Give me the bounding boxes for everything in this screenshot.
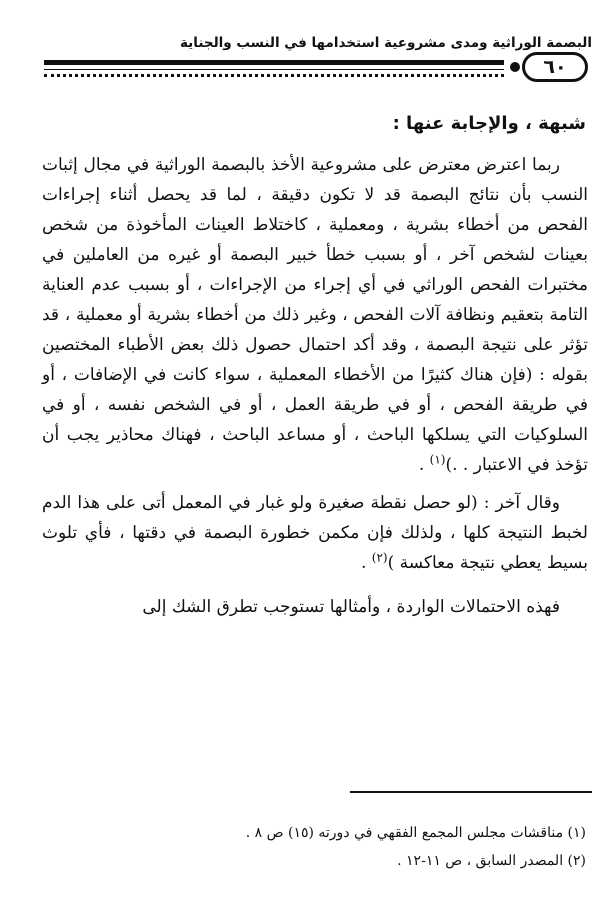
header-rule-thick <box>44 60 504 65</box>
footnote-2: (٢) المصدر السابق ، ص ١١-١٢ . <box>397 853 586 869</box>
page-number-dot-ornament <box>510 62 520 72</box>
paragraph-objection-end: . <box>418 455 425 475</box>
footnote-ref-2: (٢) <box>371 550 388 565</box>
header-rule-thin <box>44 69 504 70</box>
page-number: ٦٠ <box>522 52 588 82</box>
paragraph-conclusion: فهذه الاحتمالات الواردة ، وأمثالها تستوجب تطرق الشك إلى <box>142 597 560 617</box>
footnote-1: (١) مناقشات مجلس المجمع الفقهي في دورته (١٥) ص ٨ . <box>245 825 586 841</box>
footnotes <box>30 821 586 877</box>
footnote-separator <box>350 791 592 793</box>
paragraph-objection-text: ربما اعترض معترض على مشروعية الأخذ بالبصمة الوراثية في مجال إثبات النسب بأن نتائج البصمة قد لا تكون دقيقة ، لما قد يحصل أثناء إجراءات الفحص من أخطاء بشرية ، ومعملية ، كاختلاط العينات المأخوذة من شخص بعينات لشخص آخر ، أو بسبب خطأ خبير البصمة أو غيره من العاملين في مختبرات الفحص الوراثي في أي إجراء من الإجراءات ، أو بسبب عدم العناية التامة بتعقيم ونظافة آلات الفحص ، وغير ذلك من أخطاء بشرية أو معملية ، قد تؤثر على نتيجة البصمة ، وقد أكد احتمال حصول ذلك بعض الأطباء المختصين بقوله : (فإن هناك كثيرًا من الأخطاء المعملية ، سواء كانت في الإضافات ، أو في طريقة الفحص ، أو في طريقة العمل ، أو في الشخص نفسه ، أو في السلوكيات التي يسلكها الباحث ، أو مساعد الباحث ، فهناك محاذير يجب أن تؤخذ في الاعتبار . .) <box>42 155 588 475</box>
footnote-ref-1: (١) <box>429 452 446 467</box>
paragraph-second-quote <box>42 488 588 578</box>
running-header: البصمة الوراثية ومدى مشروعية استخدامها في النسب والجناية <box>180 35 592 51</box>
paragraph-second-quote-text: وقال آخر : (لو حصل نقطة صغيرة ولو غبار في المعمل أتى على هذا الدم لخبط النتيجة كلها ، ولذلك فإن مكمن خطورة البصمة في دقتها ، فأي تلوث بسيط يعطي نتيجة معاكسة ) <box>42 493 588 573</box>
paragraph-second-quote-end: . <box>360 553 367 573</box>
section-heading: شبهة ، والإجابة عنها : <box>392 113 586 134</box>
body-text <box>42 150 588 622</box>
header-rule-dotted <box>44 74 504 80</box>
paragraph-objection <box>42 150 588 480</box>
